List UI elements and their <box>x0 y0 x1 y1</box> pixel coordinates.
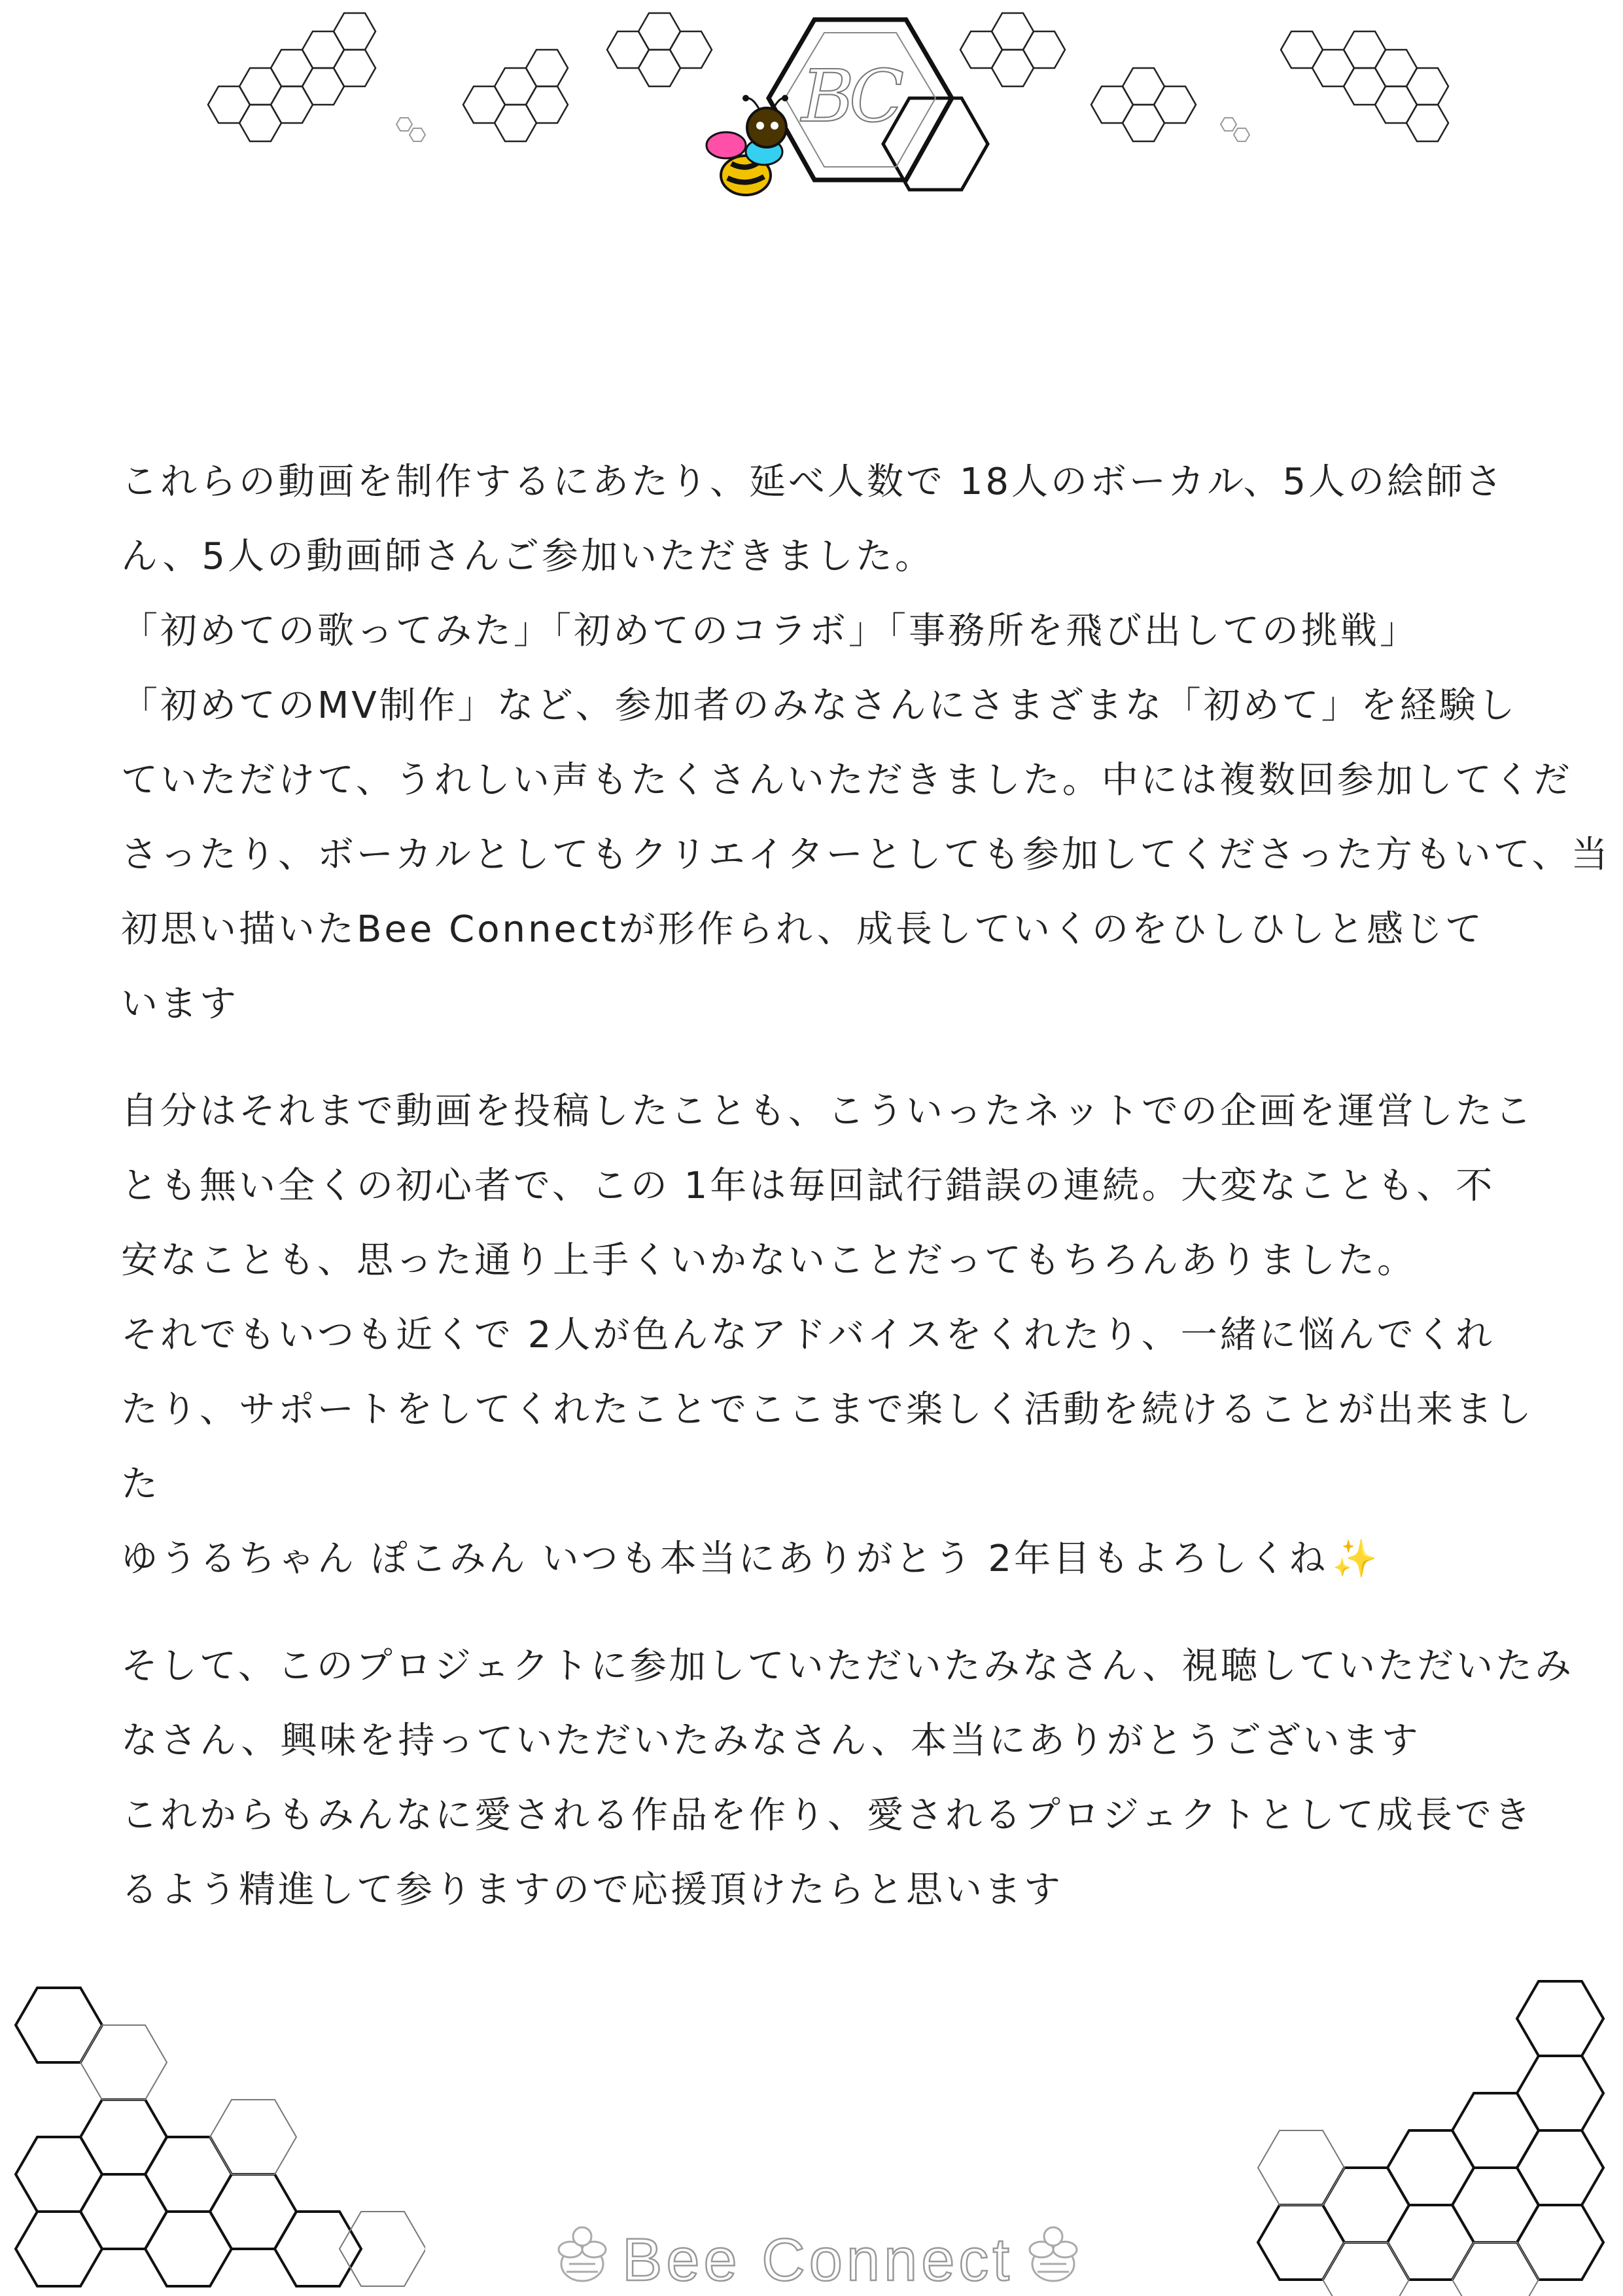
text-line: 「初めてのMV制作」など、参加者のみなさんにさまざまな「初めて」を経験し <box>121 684 1518 727</box>
text-line: なさん、興味を持っていただいたみなさん、本当にありがとうございます <box>121 1720 1421 1762</box>
footer-logo-text: Bee Connect <box>622 2227 1013 2293</box>
bee-icon <box>559 2227 606 2281</box>
text-line: これらの動画を制作するにあたり、延べ人数で 18人のボーカル、5人の絵師さ <box>121 461 1505 503</box>
paragraph <box>121 1074 1534 1597</box>
header-decoration <box>0 0 1623 209</box>
text-line: 初思い描いたBee Connectが形作られ、成長していくのをひしひしと感じて <box>121 908 1485 951</box>
sparkle-icon: ✨ <box>1332 1538 1380 1580</box>
paragraph <box>121 1629 1575 1928</box>
logo-monogram: BC <box>801 54 898 138</box>
hexagon-cluster-bottom-left <box>0 1963 425 2296</box>
text-line: 安なことも、思った通り上手くいかないことだってもちろんありました。 <box>121 1239 1416 1282</box>
text-line: ていただけて、うれしい声もたくさんいただきました。中には複数回参加してくだ <box>121 759 1573 802</box>
text-line: 自分はそれまで動画を投稿したことも、こういったネットでの企画を運営したこ <box>121 1090 1534 1133</box>
text-line: とも無い全くの初心者で、この 1年は毎回試行錯誤の連続。大変なことも、不 <box>121 1165 1495 1207</box>
text-line: るよう精進して参りますので応援頂けたらと思います <box>121 1869 1063 1911</box>
text-line: これからもみんなに愛される作品を作り、愛されるプロジェクトとして成長でき <box>121 1794 1533 1837</box>
hexagon-cluster-bottom-right <box>1230 1956 1623 2296</box>
text-line: たり、サポートをしてくれたことでここまで楽しく活動を続けることが出来まし <box>121 1388 1534 1431</box>
closing-line <box>121 1522 1521 1597</box>
bee-icon <box>1030 2227 1077 2281</box>
text-line: た <box>121 1463 160 1506</box>
bee-mascot-icon <box>707 95 788 195</box>
letter-body <box>121 445 1611 1960</box>
footer-logo <box>536 2212 1099 2296</box>
text-line: 「初めての歌ってみた」「初めてのコラボ」「事務所を飛び出しての挑戦」 <box>121 610 1419 652</box>
text-line: います <box>121 983 239 1025</box>
text-line: さったり、ボーカルとしてもクリエイターとしても参加してくださった方もいて、当 <box>121 834 1611 876</box>
text-line: ん、5人の動画師さんご参加いただきました。 <box>121 535 934 578</box>
text-line: そして、このプロジェクトに参加していただいたみなさん、視聴していただいたみ <box>121 1645 1575 1687</box>
text-line: それでもいつも近くで 2人が色んなアドバイスをくれたり、一緒に悩んでくれ <box>121 1314 1495 1356</box>
paragraph <box>121 445 1611 1042</box>
closing-line-text: ゆうるちゃん ぽこみん いつも本当にありがとう 2年目もよろしくね <box>121 1538 1329 1580</box>
